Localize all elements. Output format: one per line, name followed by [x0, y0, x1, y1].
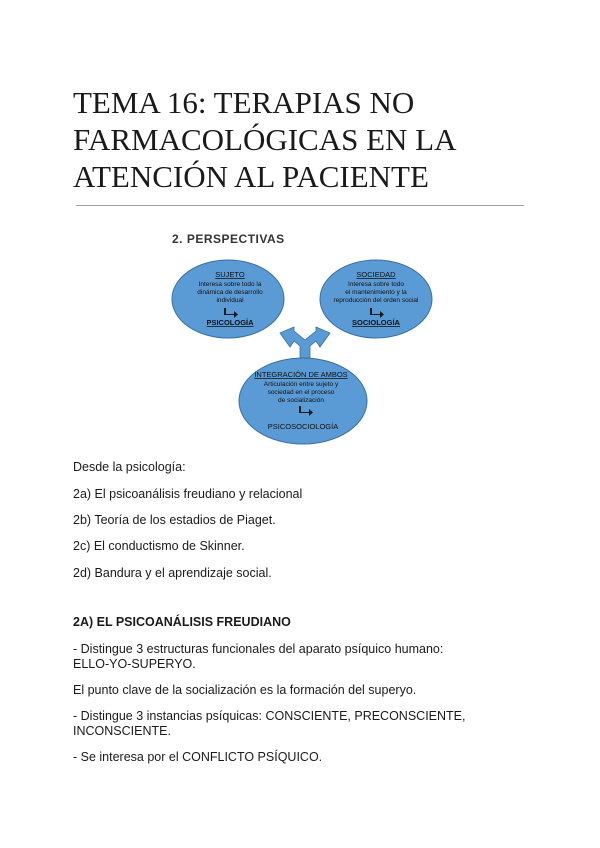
intro-text: Desde la psicología:	[73, 460, 186, 474]
integracion-desc-3: de socialización	[278, 397, 324, 404]
paragraph-3-line-1: - Distingue 3 instancias psíquicas: CONSCIENTE, PRECONSCIENTE,	[73, 709, 466, 723]
sociedad-desc-3: reproducción del orden social	[333, 297, 419, 304]
page-title	[73, 84, 543, 195]
horizontal-divider	[76, 205, 524, 206]
paragraph-2: El punto clave de la socialización es la formación del superyo.	[73, 683, 417, 697]
title-line-1: TEMA 16: TERAPIAS NO	[73, 85, 415, 120]
list-item-2b: 2b) Teoría de los estadios de Piaget.	[73, 513, 276, 527]
sujeto-title: SUJETO	[215, 270, 245, 279]
diagram-svg	[160, 225, 450, 450]
integracion-desc-1: Articulación entre sujeto y	[263, 381, 339, 388]
list-item-2a: 2a) El psicoanálisis freudiano y relacional	[73, 487, 303, 501]
title-line-2: FARMACOLÓGICAS EN LA	[73, 122, 457, 157]
sociedad-desc-2: el mantenimiento y la	[345, 289, 407, 296]
converging-arrow-icon	[280, 327, 330, 358]
paragraph-1-line-1: - Distingue 3 estructuras funcionales del aparato psíquico humano:	[73, 642, 444, 656]
sujeto-result: PSICOLOGÍA	[206, 318, 254, 327]
paragraph-4: - Se interesa por el CONFLICTO PSÍQUICO.	[73, 750, 323, 764]
title-line-3: ATENCIÓN AL PACIENTE	[73, 159, 429, 194]
paragraph-1-line-2: ELLO-YO-SUPERYO.	[73, 657, 196, 671]
sociedad-desc-1: Interesa sobre todo	[347, 281, 405, 288]
diagram-heading: 2. PERSPECTIVAS	[172, 232, 285, 246]
section-heading: 2A) EL PSICOANÁLISIS FREUDIANO	[73, 615, 291, 629]
sociedad-result: SOCIOLOGÍA	[352, 318, 400, 327]
list-item-2d: 2d) Bandura y el aprendizaje social.	[73, 566, 272, 580]
integracion-title: INTEGRACIÓN DE AMBOS	[254, 370, 348, 379]
list-item-2c: 2c) El conductismo de Skinner.	[73, 539, 245, 553]
perspectivas-diagram	[160, 225, 450, 450]
integracion-desc-2: sociedad en el proceso	[267, 389, 335, 396]
sociedad-title: SOCIEDAD	[356, 270, 396, 279]
sujeto-desc-2: dinámica de desarrollo	[197, 289, 263, 296]
sujeto-desc-1: Interesa sobre todo la	[198, 281, 262, 288]
paragraph-3-line-2: INCONSCIENTE.	[73, 724, 171, 738]
integracion-result: PSICOSOCIOLOGÍA	[267, 422, 339, 431]
sujeto-desc-3: individual	[216, 297, 244, 304]
